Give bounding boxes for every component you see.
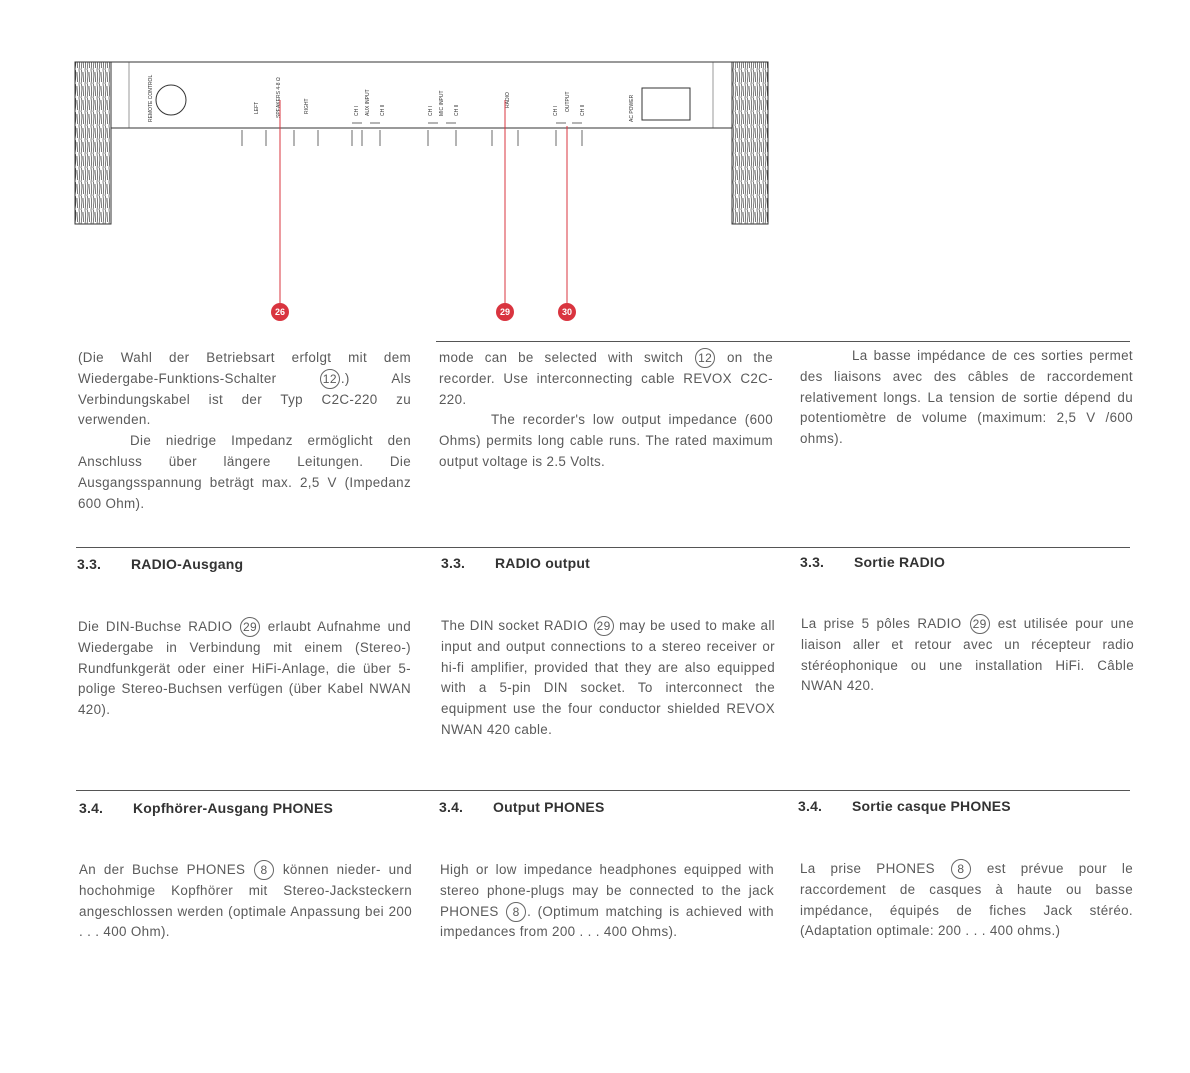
speakers-label: SPEAKERS 4-8 Ω: [276, 77, 282, 118]
aux-input-label: AUX INPUT: [365, 89, 371, 116]
section-34-en-heading: 3.4. Output PHONES: [439, 799, 605, 815]
ref-29: 29: [240, 617, 260, 637]
section-33-en-heading: 3.3. RADIO output: [441, 555, 590, 571]
mic-ch2-label: CH II: [454, 104, 460, 116]
intro-fr: La basse impédance de ces sorties permet des liaisons avec des câbles de raccordement relativement longs. La tension de sortie dépend du potentiomètre de volume (maximum: 2,5 V /600 ohms).: [800, 348, 1133, 447]
left-wood-side: [75, 62, 111, 224]
section-33-fr-body: La prise 5 pôles RADIO 29 est utilisée pour une liaison aller et retour avec un récepteur radio stéréophonique ou une installation HiFi. Câble NWAN 420.: [801, 616, 1134, 694]
section-33-de-heading: 3.3. RADIO-Ausgang: [77, 556, 244, 572]
output-ch2-label: CH II: [580, 104, 586, 116]
section-34-en-body: High or low impedance headphones equipped with stereo phone-plugs may be connected to the jack PHONES 8 . (Optimum matching is achieved with impedances from 200 . . . 400 Ohms).: [440, 862, 774, 940]
right-speaker-label: RIGHT: [304, 98, 310, 114]
aux-ch2-label: CH II: [380, 104, 386, 116]
section-34-de-body: An der Buchse PHONES 8 können nieder- und hochohmige Kopfhörer mit Stereo-Jacksteckern angeschlossen werden (optimale Anpassung bei 200 . . . 400 Ohm).: [79, 862, 412, 940]
output-ch1-label: CH I: [553, 106, 559, 116]
left-speaker-label: LEFT: [254, 101, 260, 114]
callout-29: 29: [496, 303, 514, 321]
intro-de: (Die Wahl der Betriebsart erfolgt mit dem Wiedergabe-Funktions-Schalter 12 .) Als Verbindungskabel ist der Typ C2C-220 zu verwenden. Die niedrige Impedanz ermöglicht den Anschluss über längere Leitungen. Die Ausgangsspannung beträgt max. 2,5 V (Impedanz 600 Ohm).: [78, 350, 411, 511]
ref-12: 12: [695, 348, 715, 368]
aux-ch1-label: CH I: [354, 106, 360, 116]
section-34-de-heading: 3.4. Kopfhörer-Ausgang PHONES: [79, 800, 334, 816]
section-33-en-body: The DIN socket RADIO 29 may be used to make all input and output connections to a stereo receiver or hi-fi amplifier, provided that they are also equipped with a 5-pin DIN socket. To interconnect the equipment use the four conductor shielded REVOX NWAN 420 cable.: [441, 618, 775, 737]
ac-power-socket: [642, 88, 690, 120]
rear-panel-diagram: [0, 0, 1190, 330]
right-wood-side: [732, 62, 768, 224]
rule-top: [436, 341, 1130, 342]
ref-8: 8: [254, 860, 274, 880]
remote-control-socket: [156, 85, 186, 115]
section-33-de-body: Die DIN-Buchse RADIO 29 erlaubt Aufnahme und Wiedergabe in Verbindung mit einem (Stereo-) Rundfunkgerät oder einer HiFi-Anlage, die über 5-polige Stereo-Buchsen verfügen (über Kabel NWAN 420).: [78, 619, 411, 718]
callout-26: 26: [271, 303, 289, 321]
section-34-fr-heading: 3.4. Sortie casque PHONES: [798, 798, 1011, 814]
mic-input-label: MIC INPUT: [439, 90, 445, 116]
panel-body: [111, 62, 732, 128]
radio-label: RADIO: [505, 92, 511, 108]
section-34-fr-body: La prise PHONES 8 est prévue pour le raccordement de casques à haute ou basse impédance, équipés de fiches Jack stéréo. (Adaptation optimale: 200 . . . 400 ohms.): [800, 861, 1133, 939]
mic-ch1-label: CH I: [428, 106, 434, 116]
ref-29: 29: [594, 616, 614, 636]
ref-8: 8: [506, 902, 526, 922]
section-33-fr-heading: 3.3. Sortie RADIO: [800, 554, 946, 570]
intro-en: mode can be selected with switch 12 on the recorder. Use interconnecting cable REVOX C2C-220. The recorder's low output impedance (600 Ohms) permits long cable runs. The rated maximum output voltage is 2.5 Volts.: [439, 350, 774, 469]
remote-control-label: REMOTE CONTROL: [148, 74, 154, 122]
rule-34: [76, 790, 1130, 791]
callout-30: 30: [558, 303, 576, 321]
output-label: OUTPUT: [565, 91, 571, 112]
rule-33: [76, 547, 1130, 548]
ref-12: 12: [320, 369, 340, 389]
ref-29: 29: [970, 614, 990, 634]
ac-power-label: AC POWER: [629, 94, 635, 122]
ref-8: 8: [951, 859, 971, 879]
